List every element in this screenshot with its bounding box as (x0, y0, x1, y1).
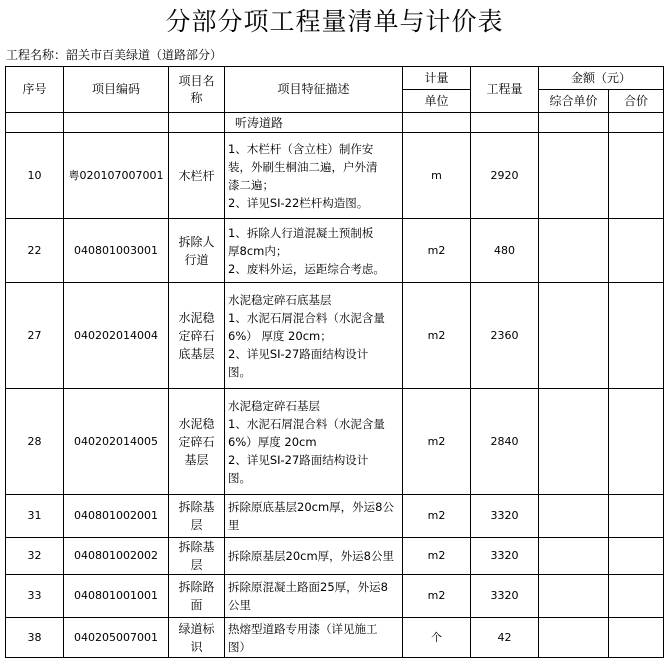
header-amount: 金额（元） (539, 67, 664, 90)
row-name-line: 底基层 (178, 346, 215, 361)
section-empty-cell (169, 113, 225, 133)
row-name-line: 水泥稳 (178, 416, 215, 431)
row-total (609, 618, 664, 658)
row-desc (225, 538, 403, 575)
row-name-line: 木栏杆 (178, 168, 215, 183)
section-empty-cell (539, 113, 609, 133)
row-name (169, 283, 225, 389)
row-qty: 3320 (471, 538, 539, 575)
header-seq: 序号 (6, 67, 64, 113)
row-unit: m2 (403, 219, 471, 283)
row-desc-line: 1、水泥石屑混合料（水泥含量 (228, 310, 385, 325)
header-total: 合价 (609, 90, 664, 113)
row-seq: 32 (6, 538, 64, 575)
row-name-line: 拆除人 (178, 234, 215, 249)
header-unit-top: 计量 (403, 67, 471, 90)
row-qty: 480 (471, 219, 539, 283)
row-total (609, 283, 664, 389)
row-qty: 2840 (471, 389, 539, 495)
row-seq: 22 (6, 219, 64, 283)
row-unit-price (539, 389, 609, 495)
row-desc (225, 495, 403, 538)
row-unit-price (539, 133, 609, 219)
row-name-line: 绿道标 (178, 621, 215, 636)
row-desc-line: 装，外刷生桐油二遍，户外清 (228, 159, 378, 174)
row-code: 040202014004 (64, 283, 169, 389)
section-empty-cell (609, 113, 664, 133)
row-name (169, 538, 225, 575)
row-desc (225, 283, 403, 389)
header-unit-bottom: 单位 (403, 90, 471, 113)
row-unit: m (403, 133, 471, 219)
row-desc-line: 图。 (228, 364, 251, 379)
row-total (609, 575, 664, 618)
row-code: 040801002002 (64, 538, 169, 575)
row-name (169, 495, 225, 538)
row-desc (225, 133, 403, 219)
row-unit: m2 (403, 538, 471, 575)
row-qty: 2360 (471, 283, 539, 389)
row-unit-price (539, 575, 609, 618)
table-row (6, 133, 664, 219)
header-unit-price: 综合单价 (539, 90, 609, 113)
header-qty: 工程量 (471, 67, 539, 113)
row-desc-line: 2、详见SI-27路面结构设计 (228, 452, 369, 467)
row-desc (225, 618, 403, 658)
table-row (6, 389, 664, 495)
row-unit: m2 (403, 283, 471, 389)
row-code: 040801001001 (64, 575, 169, 618)
row-total (609, 133, 664, 219)
row-total (609, 495, 664, 538)
section-empty-cell (6, 113, 64, 133)
row-unit: 个 (403, 618, 471, 658)
row-desc-line: 2、废料外运，运距综合考虑。 (228, 261, 385, 276)
row-qty: 3320 (471, 575, 539, 618)
row-seq: 38 (6, 618, 64, 658)
row-code: 040801003001 (64, 219, 169, 283)
row-desc-line: 图） (228, 639, 251, 654)
row-unit-price (539, 283, 609, 389)
table-row (6, 618, 664, 658)
row-desc-line: 里 (228, 518, 240, 532)
row-name (169, 389, 225, 495)
row-seq: 10 (6, 133, 64, 219)
row-desc-line: 1、拆除人行道混凝土预制板 (228, 225, 374, 240)
header-name (169, 67, 225, 113)
row-total (609, 389, 664, 495)
row-name-line: 基层 (184, 452, 209, 467)
row-unit: m2 (403, 389, 471, 495)
row-name-line: 拆除路 (178, 580, 215, 594)
table-row (6, 538, 664, 575)
row-name-line: 拆除基 (178, 540, 215, 554)
row-desc-line: 图。 (228, 470, 251, 485)
row-name-line: 拆除基 (178, 500, 215, 514)
row-name-line: 定碎石 (178, 328, 215, 343)
row-name-line: 定碎石 (178, 434, 215, 449)
row-seq: 31 (6, 495, 64, 538)
row-desc-line: 1、木栏杆（含立柱）制作安 (228, 141, 374, 156)
row-desc-line: 1、水泥石屑混合料（水泥含量 (228, 416, 385, 431)
row-desc-line: 拆除原底基层20cm厚，外运8公 (228, 500, 394, 514)
table-row (6, 219, 664, 283)
row-name-line: 水泥稳 (178, 310, 215, 325)
row-code: 粤020107007001 (64, 133, 169, 219)
header-row-1 (6, 67, 664, 90)
row-total (609, 219, 664, 283)
row-desc (225, 575, 403, 618)
row-name (169, 575, 225, 618)
section-empty-cell (471, 113, 539, 133)
row-qty: 2920 (471, 133, 539, 219)
row-name-line: 行道 (184, 252, 209, 267)
row-desc-line: 水泥稳定碎石底基层 (228, 292, 332, 307)
row-name-line: 识 (190, 639, 203, 654)
row-desc (225, 219, 403, 283)
row-desc-line: 2、详见SI-22栏杆构造图。 (228, 195, 369, 210)
row-desc-line: 拆除原基层20cm厚，外运8公里 (228, 549, 394, 563)
header-code: 项目编码 (64, 67, 169, 113)
row-qty: 3320 (471, 495, 539, 538)
row-name-line: 面 (190, 598, 203, 612)
page-title: 分部分项工程量清单与计价表 (165, 7, 504, 36)
row-name (169, 618, 225, 658)
row-code: 040205007001 (64, 618, 169, 658)
row-seq: 27 (6, 283, 64, 389)
section-row (6, 113, 664, 133)
table-row (6, 495, 664, 538)
row-total (609, 538, 664, 575)
row-unit: m2 (403, 575, 471, 618)
row-name-line: 层 (190, 518, 203, 532)
row-desc-line: 漆二遍； (228, 177, 274, 192)
row-unit-price (539, 495, 609, 538)
project-name: 工程名称：韶关市百美绿道（道路部分） (6, 48, 223, 62)
row-name-line: 层 (190, 558, 203, 572)
section-empty-cell (403, 113, 471, 133)
row-desc-line: 厚8cm内； (228, 243, 288, 258)
table-row (6, 283, 664, 389)
row-unit-price (539, 219, 609, 283)
row-desc-line: 6%）厚度 20cm (228, 434, 317, 449)
header-name-line2: 称 (190, 90, 203, 105)
row-desc-line: 2、详见SI-27路面结构设计 (228, 346, 369, 361)
section-empty-cell (64, 113, 169, 133)
header-name-line1: 项目名 (178, 73, 215, 88)
bill-of-quantities-table (5, 66, 664, 658)
row-unit-price (539, 538, 609, 575)
row-desc (225, 389, 403, 495)
row-code: 040801002001 (64, 495, 169, 538)
row-unit: m2 (403, 495, 471, 538)
row-desc-line: 公里 (228, 598, 251, 612)
header-desc: 项目特征描述 (225, 67, 403, 113)
row-qty: 42 (471, 618, 539, 658)
row-desc-line: 拆除原混凝土路面25厚，外运8 (228, 580, 388, 594)
table-row (6, 575, 664, 618)
row-code: 040202014005 (64, 389, 169, 495)
row-seq: 33 (6, 575, 64, 618)
row-unit-price (539, 618, 609, 658)
row-desc-line: 6%） 厚度 20cm； (228, 328, 332, 343)
section-title: 听涛道路 (225, 113, 403, 133)
row-desc-line: 热熔型道路专用漆（详见施工 (228, 621, 378, 636)
row-name (169, 133, 225, 219)
row-seq: 28 (6, 389, 64, 495)
row-name (169, 219, 225, 283)
row-desc-line: 水泥稳定碎石基层 (228, 398, 320, 413)
